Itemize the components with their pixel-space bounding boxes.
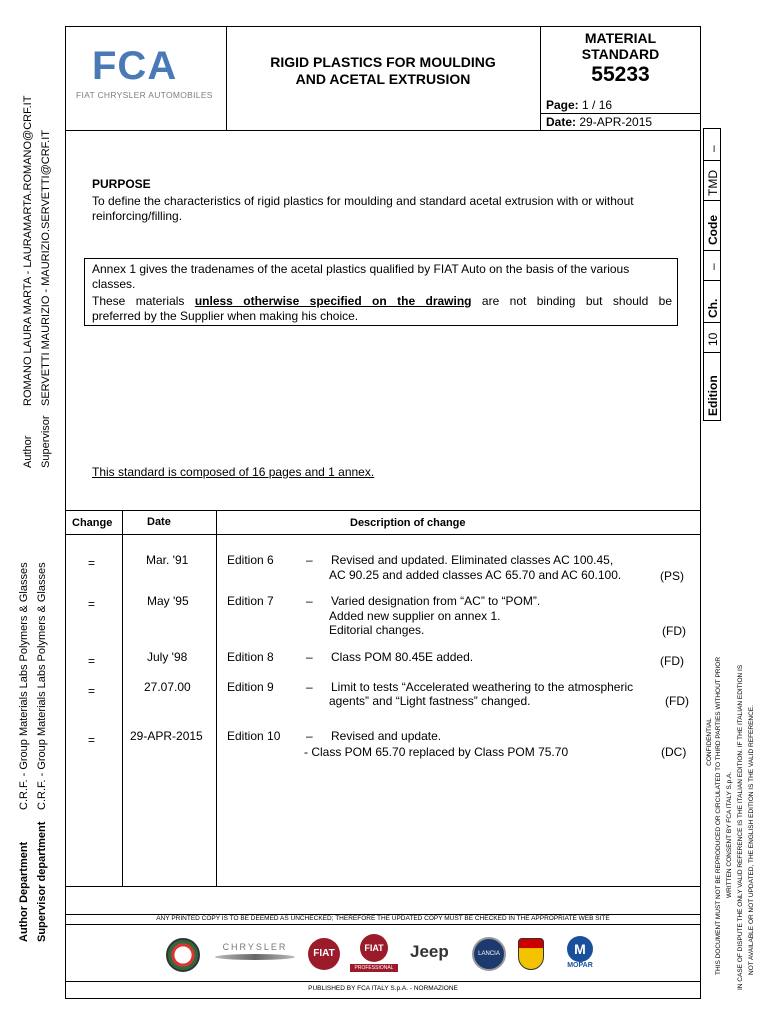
row-1-change: =: [88, 556, 96, 570]
purpose-heading: PURPOSE: [92, 177, 151, 191]
confidential-line-1: CONFIDENTIAL: [706, 718, 713, 766]
supervisor-label: Supervisor: [40, 415, 52, 468]
side-edition-label: Edition: [706, 375, 720, 416]
abarth-logo: [518, 938, 544, 970]
jeep-logo: Jeep: [410, 942, 449, 961]
side-sep-2: [703, 200, 721, 201]
side-sep-3: [703, 250, 721, 251]
chrysler-logo: [210, 942, 300, 962]
title-line-2: AND ACETAL EXTRUSION: [295, 71, 471, 87]
fiat-professional-logo: [350, 934, 398, 976]
row-2-change: =: [88, 597, 96, 611]
side-code-label: Code: [706, 215, 720, 245]
annex-line-3-c: are not binding but should be: [471, 294, 672, 308]
table-top-line: [65, 510, 701, 511]
header-date-line: [540, 113, 701, 114]
standard-line-1: MATERIAL: [584, 30, 657, 46]
standard-line-2: STANDARD: [581, 46, 660, 62]
row-5-edition: Edition 10: [227, 729, 281, 743]
fiat-logo: FIAT: [308, 938, 340, 970]
supervisor-value: SERVETTI MAURIZIO - MAURIZIO.SERVETTI@CRF.IT: [40, 130, 52, 406]
row-3-change: =: [88, 654, 96, 668]
row-4-edition: Edition 9: [227, 680, 274, 694]
side-ch-label: Ch.: [706, 298, 720, 318]
author-department-label: Author Department: [18, 841, 30, 942]
table-col-divider-1: [122, 510, 123, 886]
row-2-date: May '95: [147, 594, 189, 608]
row-4-code: (FD): [665, 694, 689, 708]
chrysler-wordmark: CHRYSLER: [222, 942, 288, 952]
fiat-professional-label: PROFESSIONAL: [350, 964, 398, 972]
date-value: 29-APR-2015: [579, 115, 653, 129]
annex-line-2: classes.: [92, 277, 136, 291]
fca-logo: [72, 44, 222, 108]
row-1-date: Mar. '91: [146, 553, 189, 567]
confidential-line-5: NOT AVAILABLE OR NOT UPDATED, THE ENGLISH EDITION IS THE VALID REFERENCE.: [748, 705, 755, 975]
author-label: Author: [22, 435, 34, 468]
row-2-dash: –: [306, 594, 313, 608]
author-value: ROMANO LAURA MARTA - LAURAMARTA.ROMANO@CRF.IT: [22, 95, 34, 406]
row-3-dash: –: [306, 650, 313, 664]
confidential-line-4: IN CASE OF DISPUTE THE ONLY VALID REFERENCE IS THE ITALIAN EDITION. IF THE ITALIAN EDITION IS: [737, 664, 744, 990]
row-3-code: (FD): [660, 654, 684, 668]
title-line-1: RIGID PLASTICS FOR MOULDING: [270, 54, 496, 70]
annex-line-3: [92, 294, 672, 309]
row-3-date: July '98: [147, 650, 188, 664]
mopar-logo: [560, 936, 600, 976]
mopar-m-icon: M: [567, 936, 593, 962]
row-5-date: 29-APR-2015: [130, 729, 203, 743]
author-department-value: C.R.F. - Group Materials Labs Polymers & Glasses: [18, 562, 30, 810]
confidential-notice: [706, 642, 714, 842]
fca-logo-wordmark: FCA: [92, 44, 178, 88]
row-1-line-2: AC 90.25 and added classes AC 65.70 and AC 60.100.: [329, 568, 622, 582]
mopar-wordmark: MOPAR: [567, 962, 593, 969]
row-5-change: =: [88, 733, 96, 747]
row-4-change: =: [88, 684, 96, 698]
fca-logo-subtitle: FIAT CHRYSLER AUTOMOBILES: [76, 90, 213, 100]
row-2-line-2: Added new supplier on annex 1.: [329, 609, 501, 623]
lancia-logo: LANCIA: [472, 937, 506, 971]
standard-label: [540, 30, 701, 88]
standard-number: 55233: [591, 63, 650, 86]
row-1-dash: –: [306, 553, 313, 567]
date-label: Date:: [546, 115, 577, 129]
annex-line-3-a: These materials: [92, 294, 195, 308]
row-1-line-1: Revised and updated. Eliminated classes AC 100.45,: [331, 553, 614, 567]
annex-emphasis: unless otherwise specified on the drawing: [194, 294, 472, 308]
table-col-divider-2: [216, 510, 217, 886]
row-5-line-1: Revised and update.: [331, 729, 442, 743]
document-title: [226, 54, 540, 88]
chrysler-wings-icon: [215, 954, 295, 960]
annex-note-text: [92, 262, 672, 324]
document-frame: [65, 26, 701, 999]
row-2-line-1: Varied designation from “AC” to “POM”.: [331, 594, 541, 608]
row-3-line-1: Class POM 80.45E added.: [331, 650, 474, 664]
header-bottom-line: [65, 130, 701, 131]
side-code-dash: –: [706, 145, 720, 152]
annex-line-4: preferred by the Supplier when making his choice.: [92, 309, 359, 323]
row-1-code: (PS): [660, 569, 684, 583]
purpose-line-1: To define the characteristics of rigid plastics for moulding and standard acetal extrusion with or without: [92, 194, 634, 208]
purpose-line-2: reinforcing/filling.: [92, 209, 183, 223]
column-header-description: Description of change: [350, 517, 466, 529]
row-4-line-1: Limit to tests “Accelerated weathering to the atmospheric: [331, 680, 634, 694]
composition-note: This standard is composed of 16 pages and 1 annex.: [92, 465, 375, 479]
row-2-code: (FD): [662, 624, 686, 638]
row-5-line-2: - Class POM 65.70 replaced by Class POM 75.70: [304, 745, 569, 759]
fiat-professional-badge: FIAT: [360, 934, 388, 962]
published-by: PUBLISHED BY FCA ITALY S.p.A. - NORMAZIONE: [308, 985, 458, 992]
side-edition-value: 10: [706, 332, 720, 346]
footer-notice-bottom: [65, 924, 701, 925]
confidential-line-3: WRITTEN CONSENT BY FCA ITALY S.p.A.: [726, 771, 733, 898]
row-3-edition: Edition 8: [227, 650, 274, 664]
page-value: 1 / 16: [582, 98, 613, 112]
date-indicator: [546, 115, 652, 129]
alfa-romeo-logo: [166, 938, 200, 972]
footer-published-line: [65, 981, 701, 982]
row-5-dash: –: [306, 729, 313, 743]
column-header-date: Date: [147, 516, 171, 528]
row-4-date: 27.07.00: [144, 680, 191, 694]
table-header-line: [65, 534, 701, 535]
side-sep-5: [703, 322, 721, 323]
unchecked-copy-notice: ANY PRINTED COPY IS TO BE DEEMED AS UNCHECKED; THEREFORE THE UPDATED COPY MUST BE CHECKED IN THE APPROPRIATE WEB SITE: [156, 915, 610, 922]
footer-top-line: [65, 886, 701, 887]
row-4-dash: –: [306, 680, 313, 694]
side-sep-6: [703, 352, 721, 353]
brand-logo-row: [160, 934, 610, 976]
page-indicator: [546, 98, 612, 112]
confidential-line-2: THIS DOCUMENT MUST NOT BE REPRODUCED OR CIRCULATED TO THIRD PARTIES WITHOUT PRIOR: [715, 656, 722, 975]
purpose-text: [92, 194, 682, 224]
row-5-code: (DC): [661, 745, 687, 759]
side-ch-value: –: [706, 263, 720, 270]
side-sep-1: [703, 160, 721, 161]
annex-line-1: Annex 1 gives the tradenames of the acetal plastics qualified by FIAT Auto on the basis of the various: [92, 262, 630, 276]
column-header-change: Change: [72, 517, 113, 529]
row-1-edition: Edition 6: [227, 553, 274, 567]
row-2-line-3: Editorial changes.: [329, 623, 425, 637]
row-4-line-2: agents” and “Light fastness” changed.: [329, 694, 531, 708]
side-code-value: TMD: [706, 170, 720, 196]
side-sep-4: [703, 280, 721, 281]
page-label: Page:: [546, 98, 579, 112]
row-2-edition: Edition 7: [227, 594, 274, 608]
supervisor-department-value: C.R.F. - Group Materials Labs Polymers & Glasses: [36, 562, 48, 810]
supervisor-department-label: Supervisor department: [36, 821, 48, 942]
